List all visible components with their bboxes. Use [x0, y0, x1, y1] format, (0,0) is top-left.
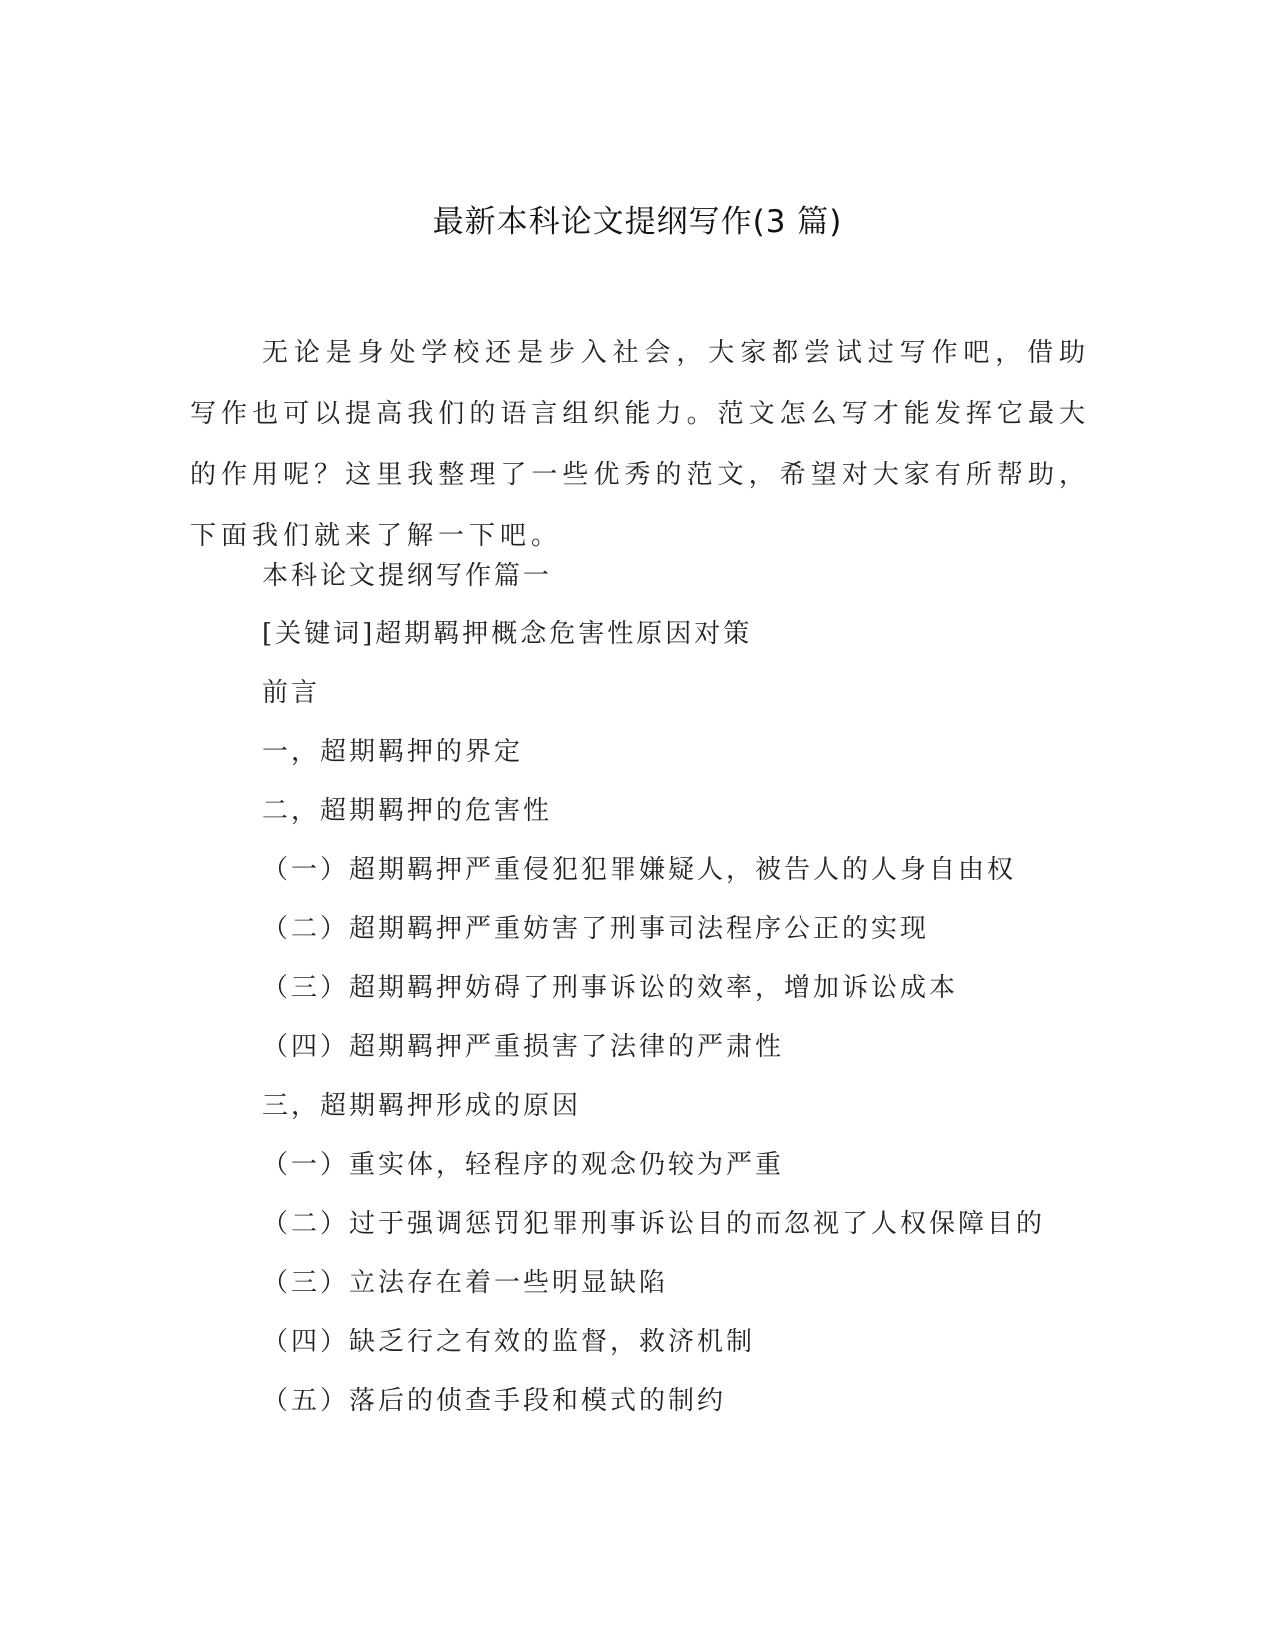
outline-item: （四）超期羁押严重损害了法律的严肃性	[262, 1032, 785, 1062]
document-title: 最新本科论文提纲写作(3 篇)	[432, 204, 843, 240]
keywords-line: [关键词]超期羁押概念危害性原因对策	[262, 619, 753, 649]
outline-item: （二）过于强调惩罚犯罪刑事诉讼目的而忽视了人权保障目的	[262, 1209, 1046, 1239]
outline-item: （三）超期羁押妨碍了刑事诉讼的效率，增加诉讼成本	[262, 973, 959, 1003]
outline-item: （三）立法存在着一些明显缺陷	[262, 1268, 669, 1298]
outline-item: （四）缺乏行之有效的监督，救济机制	[262, 1327, 756, 1357]
intro-paragraph: 无论是身处学校还是步入社会，大家都尝试过写作吧，借助写作也可以提高我们的语言组织能力。范文怎么写才能发挥它最大的作用呢？这里我整理了一些优秀的范文，希望对大家有所帮助，下面我们就来了解一下吧。	[190, 338, 1090, 551]
outline-item: 三，超期羁押形成的原因	[262, 1091, 582, 1121]
outline-item: 二，超期羁押的危害性	[262, 796, 553, 826]
outline-item: 一，超期羁押的界定	[262, 737, 524, 767]
outline-item: （一）重实体，轻程序的观念仍较为严重	[262, 1150, 785, 1180]
section-heading: 本科论文提纲写作篇一	[262, 561, 553, 591]
preface-heading: 前言	[262, 678, 321, 708]
outline-item: （一）超期羁押严重侵犯犯罪嫌疑人，被告人的人身自由权	[262, 855, 1017, 885]
outline-item: （二）超期羁押严重妨害了刑事司法程序公正的实现	[262, 914, 930, 944]
outline-item: （五）落后的侦查手段和模式的制约	[262, 1386, 727, 1416]
